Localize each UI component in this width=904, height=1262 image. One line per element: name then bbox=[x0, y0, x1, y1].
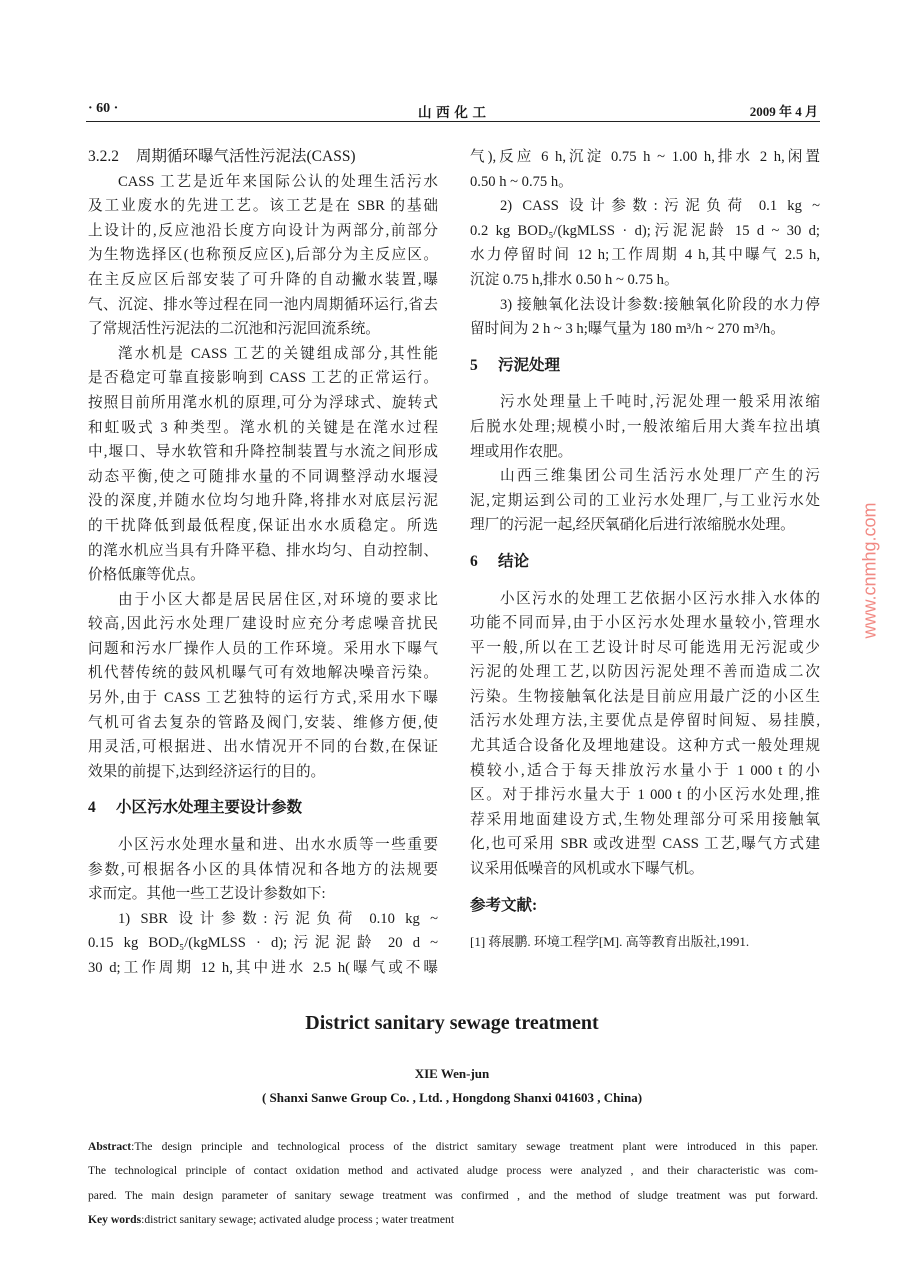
paragraph-line: 另外,由于 CASS 工艺独特的运行方式,采用水下曝 bbox=[88, 690, 438, 707]
section-heading bbox=[470, 894, 820, 919]
keywords-line bbox=[88, 1208, 818, 1232]
paragraph-line: 理厂的污泥一起,经厌氧硝化后进行浓缩脱水处理。 bbox=[470, 517, 795, 534]
keywords-label: Key words bbox=[88, 1213, 142, 1227]
abstract bbox=[88, 1135, 818, 1233]
keywords: :district sanitary sewage; activated aludge process ; water treatment bbox=[141, 1213, 455, 1227]
section-number: 4 bbox=[88, 799, 96, 817]
paragraph-line: 山西三维集团公司生活污水处理厂产生的污 bbox=[500, 468, 820, 485]
paragraph-line: 污染。生物接触氧化法是目前应用最广泛的小区生 bbox=[470, 688, 820, 705]
paragraph-line: 1) SBR 设计参数:污泥负荷 0.10 kg ~ bbox=[118, 910, 438, 927]
issue-date: 2009 年 4 月 bbox=[749, 104, 818, 119]
paragraph-line: 中,堰口、导水软管和升降控制装置与水流之间形成 bbox=[88, 444, 438, 461]
section-title: 参考文献: bbox=[470, 896, 538, 914]
paragraph-line: 是否稳定可靠直接影响到 CASS 工艺的正常运行。 bbox=[88, 370, 438, 387]
section-title: 周期循环曝气活性污泥法(CASS) bbox=[136, 148, 356, 165]
paragraph-line: 效果的前提下,达到经济运行的目的。 bbox=[88, 763, 326, 780]
abstract-line bbox=[88, 1135, 818, 1159]
paragraph-line: 泥,定期运到公司的工业污水处理厂,与工业污水处 bbox=[470, 492, 820, 509]
paragraph-line: 动态平衡,使之可随排水量的不同调整浮动水堰浸 bbox=[88, 468, 438, 485]
paragraph-line: 区。对于排污水量大于 1 000 t 的小区污水处理,推 bbox=[470, 787, 820, 804]
journal-name: 山 西 化 工 bbox=[417, 105, 487, 121]
section-heading bbox=[470, 354, 820, 379]
paragraph-line: 和虹吸式 3 种类型。滗水机的关键是在滗水过程 bbox=[88, 419, 438, 436]
section-number: 6 bbox=[470, 552, 478, 570]
paragraph-line: 0.50 h ~ 0.75 h。 bbox=[470, 173, 573, 190]
header-rule bbox=[86, 121, 820, 122]
left-column bbox=[88, 145, 438, 981]
paragraph-line: 2) CASS 设计参数:污泥负荷 0.1 kg ~ bbox=[500, 198, 820, 215]
paragraph-line: 上设计的,反应池沿长度方向设计为两部分,前部分 bbox=[88, 222, 438, 239]
paragraph-line: 气机可省去复杂的管路及阀门,安装、维修方便,使 bbox=[88, 714, 438, 731]
english-title: District sanitary sewage treatment bbox=[305, 1012, 599, 1034]
paragraph-line: 小区污水的处理工艺依据小区污水排入水体的 bbox=[500, 590, 820, 607]
paragraph-line: CASS 工艺是近年来国际公认的处理生活污水 bbox=[118, 173, 438, 190]
paragraph-line: 0.15 kg BOD₅/(kgMLSS · d);污泥泥龄 20 d ~ bbox=[88, 935, 438, 952]
paragraph-line: 活污水处理方法,主要优点是停留时间短、易挂膜, bbox=[470, 713, 820, 730]
paragraph-line: 按照目前所用滗水机的原理,可分为浮球式、旋转式 bbox=[88, 394, 438, 411]
paragraph-line: 价格低廉等优点。 bbox=[88, 567, 205, 584]
section-title: 小区污水处理主要设计参数 bbox=[116, 799, 303, 817]
paragraph-line: 机代替传统的鼓风机曝气可有效地解决噪音污染。 bbox=[88, 665, 438, 682]
paragraph-line: 模较小,适合于每天排放污水量小于 1 000 t 的小 bbox=[470, 762, 820, 779]
abstract-line: pared. The main design parameter of sanitary sewage treatment was confirmed , and the method of sludge treatment was put forward. bbox=[88, 1188, 818, 1202]
paragraph-line: 平一般,所以在工艺设计时尽可能选用无污泥或少 bbox=[470, 639, 820, 656]
paragraph-line: 用灵活,可根据进、出水情况开不同的台数,在保证 bbox=[88, 739, 438, 756]
paragraph-line: 化,也可采用 SBR 或改进型 CASS 工艺,曝气方式建 bbox=[470, 836, 820, 853]
paragraph-line: 水力停留时间 12 h;工作周期 4 h,其中曝气 2.5 h, bbox=[470, 247, 820, 264]
paragraph-line: 的滗水机应当具有升降平稳、排水均匀、自动控制、 bbox=[88, 542, 438, 559]
paragraph-line: 沉淀 0.75 h,排水 0.50 h ~ 0.75 h。 bbox=[470, 271, 679, 288]
paragraph-line: 为生物选择区(也称预反应区),后部分为主反应区。 bbox=[88, 247, 438, 264]
paragraph-line: 议采用低噪音的风机或水下曝气机。 bbox=[470, 861, 704, 878]
paragraph-line: 气、沉淀、排水等过程在同一池内周期循环运行,省去 bbox=[88, 296, 438, 313]
paragraph-line: 了常规活性污泥法的二沉池和污泥回流系统。 bbox=[88, 321, 380, 338]
abstract-text: :The design principle and technological process of the district samitary sewage treatment plant were introduced in this paper. bbox=[131, 1140, 818, 1153]
paragraph-line: 埋或用作农肥。 bbox=[470, 443, 573, 460]
paragraph-line: 及工业废水的先进工艺。该工艺是在 SBR 的基础 bbox=[88, 198, 438, 215]
section-number: 3.2.2 bbox=[88, 148, 119, 165]
section-number: 5 bbox=[470, 356, 478, 374]
paragraph-line: 荐采用地面建设方式,生物处理部分可采用接触氧 bbox=[470, 811, 820, 828]
paragraph-line: 求而定。其他一些工艺设计参数如下: bbox=[88, 886, 326, 903]
section-heading bbox=[470, 550, 820, 575]
section-title: 污泥处理 bbox=[498, 356, 561, 374]
paragraph-line: 参数,可根据各小区的具体情况和各地方的法规要 bbox=[88, 861, 438, 878]
paragraph-line: 小区污水处理水量和进、出水水质等一些重要 bbox=[118, 837, 438, 854]
paragraph-line: 滗水机是 CASS 工艺的关键组成部分,其性能 bbox=[118, 345, 438, 362]
section-title: 结论 bbox=[498, 552, 530, 570]
paragraph-line: 污泥的处理工艺,以防因污泥处理不善而造成二次 bbox=[470, 664, 820, 681]
paragraph-line: 由于小区大都是居民居住区,对环境的要求比 bbox=[118, 591, 438, 608]
paragraph-line: 气),反应 6 h,沉淀 0.75 h ~ 1.00 h,排水 2 h,闲置 bbox=[470, 149, 820, 165]
watermark: www.cnmhg.com bbox=[859, 502, 880, 639]
paragraph-line: 较高,因此污水处理厂建设时应充分考虑噪音扰民 bbox=[88, 616, 438, 633]
paragraph-line: 0.2 kg BOD₅/(kgMLSS · d);污泥泥龄 15 d ~ 30 d; bbox=[470, 222, 820, 239]
section-heading bbox=[88, 145, 438, 170]
paragraph-line: 3) 接触氧化法设计参数:接触氧化阶段的水力停 bbox=[500, 296, 820, 313]
abstract-line: The technological principle of contact oxidation method and activated aludge process were analyzed , and their characteristic was com- bbox=[88, 1164, 818, 1178]
abstract-label: Abstract bbox=[88, 1140, 132, 1153]
paragraph-line: 在主反应区后部安装了可升降的自动撇水装置,曝 bbox=[88, 271, 438, 288]
reference-item: [1] 蒋展鹏. 环境工程学[M]. 高等教育出版社,1991. bbox=[470, 934, 750, 950]
paragraph-line: 污水处理量上千吨时,污泥处理一般采用浓缩 bbox=[500, 394, 820, 411]
paragraph-line: 尤其适合设备化及埋地建设。这种方式一般处理规 bbox=[470, 738, 820, 755]
paragraph-line: 没的深度,并随水位均匀地升降,将排水对底层污泥 bbox=[88, 493, 438, 510]
section-heading bbox=[88, 796, 438, 821]
author: XIE Wen-jun bbox=[414, 1066, 490, 1081]
paragraph-line: 30 d;工作周期 12 h,其中进水 2.5 h(曝气或不曝 bbox=[88, 960, 438, 976]
paragraph-line: 的干扰降低到最低程度,保证出水水质稳定。所选 bbox=[88, 517, 438, 534]
paragraph-line: 留时间为 2 h ~ 3 h;曝气量为 180 m³/h ~ 270 m³/h。 bbox=[470, 321, 785, 338]
paragraph-line: 功能不同而异,由于小区污水处理水量较小,管理水 bbox=[470, 615, 820, 632]
right-column bbox=[470, 145, 820, 955]
paragraph-line: 问题和污水厂操作人员的工作环境。采用水下曝气 bbox=[88, 640, 438, 657]
affiliation: ( Shanxi Sanwe Group Co. , Ltd. , Hongdong Shanxi 041603 , China) bbox=[261, 1090, 643, 1105]
page-number: · 60 · bbox=[88, 101, 119, 116]
paragraph-line: 后脱水处理;规模小时,一般浓缩后用大粪车拉出填 bbox=[470, 418, 820, 435]
